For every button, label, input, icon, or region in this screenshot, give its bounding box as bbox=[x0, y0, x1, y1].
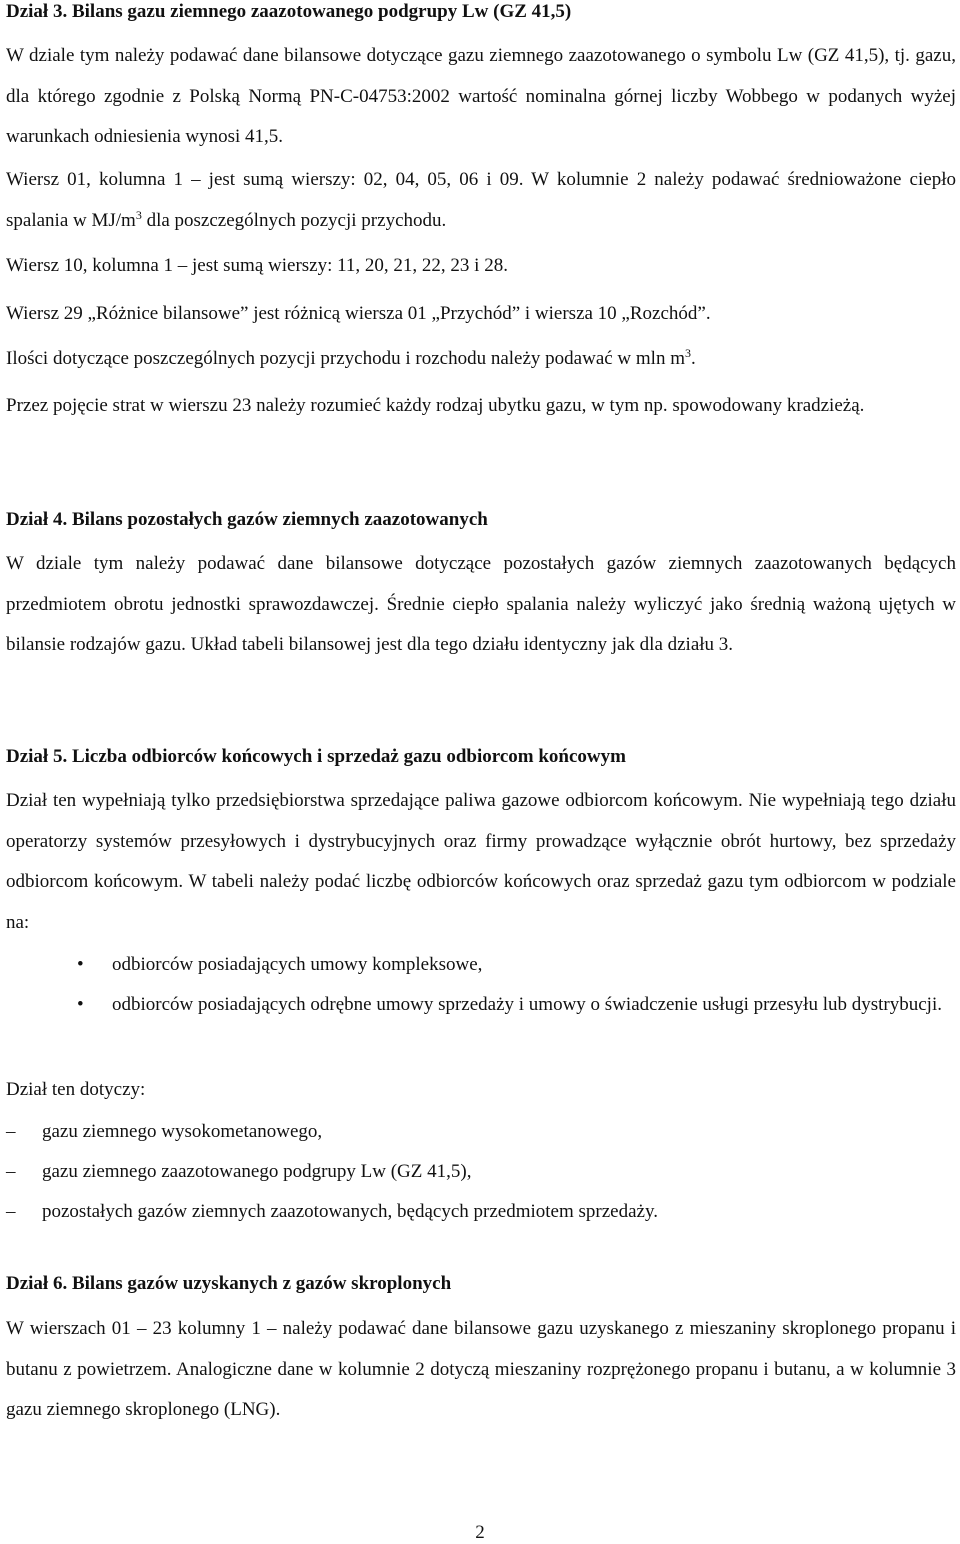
section-5-paragraph-1: Dział ten wypełniają tylko przedsiębiorstwa sprzedające paliwa gazowe odbiorcom końcowym. Nie wypełniają tego działu operatorzy systemów przesyłowych i dystrybucyjnych oraz firmy prowadzące wyłącznie obrót hurtowy, bez sprzedaży odbiorcom końcowym. W tabeli należy podać liczbę odbiorców końcowych oraz sprzedaż gazu tym odbiorcom w podziale na: bbox=[6, 790, 956, 933]
list-item: – gazu ziemnego wysokometanowego, bbox=[6, 1112, 956, 1153]
list-item: • odbiorców posiadających umowy kompleksowe, bbox=[6, 945, 956, 985]
dash-icon: – bbox=[6, 1161, 16, 1182]
section-3-paragraph-4: Wiersz 29 „Różnice bilansowe” jest różnicą wiersza 01 „Przychód” i wiersza 10 „Rozchód”. bbox=[6, 303, 711, 324]
list-item: • odbiorców posiadających odrębne umowy sprzedaży i umowy o świadczenie usługi przesyłu lub dystrybucji. bbox=[6, 985, 956, 1025]
section-6-paragraph-1: W wierszach 01 – 23 kolumny 1 – należy podawać dane bilansowe gazu uzyskanego z mieszaniny skroplonego propanu i butanu z powietrzem. Analogiczne dane w kolumnie 2 dotyczą mieszaniny rozprężonego propanu i butanu, a w kolumnie 3 gazu ziemnego skroplonego (LNG). bbox=[6, 1318, 956, 1420]
section-3-heading: Dział 3. Bilans gazu ziemnego zaazotowanego podgrupy Lw (GZ 41,5) bbox=[6, 1, 572, 22]
bullet-icon: • bbox=[77, 954, 84, 975]
section-3-paragraph-3: Wiersz 10, kolumna 1 – jest sumą wierszy: 11, 20, 21, 22, 23 i 28. bbox=[6, 255, 508, 276]
dash-icon: – bbox=[6, 1121, 16, 1142]
section-4-paragraph-1: W dziale tym należy podawać dane bilansowe dotyczące pozostałych gazów ziemnych zaazotowanych będących przedmiotem obrotu jednostki sprawozdawczej. Średnie ciepło spalania należy wyliczyć jako średnią ważoną ujętych w bilansie rodzajów gazu. Układ tabeli bilansowej jest dla tego działu identyczny jak dla działu 3. bbox=[6, 553, 956, 655]
section-5-heading: Dział 5. Liczba odbiorców końcowych i sprzedaż gazu odbiorcom końcowym bbox=[6, 746, 626, 767]
list-item: – pozostałych gazów ziemnych zaazotowanych, będących przedmiotem sprzedaży. bbox=[6, 1192, 956, 1233]
section-4-heading: Dział 4. Bilans pozostałych gazów ziemnych zaazotowanych bbox=[6, 509, 488, 530]
section-5-paragraph-2: Dział ten dotyczy: bbox=[6, 1079, 146, 1100]
superscript: 3 bbox=[135, 207, 142, 222]
list-item: – gazu ziemnego zaazotowanego podgrupy Lw (GZ 41,5), bbox=[6, 1152, 956, 1193]
section-3-paragraph-6: Przez pojęcie strat w wierszu 23 należy rozumieć każdy rodzaj ubytku gazu, w tym np. spowodowany kradzieżą. bbox=[6, 395, 865, 416]
superscript: 3 bbox=[685, 346, 691, 360]
bullet-icon: • bbox=[77, 994, 84, 1015]
section-3-paragraph-1: W dziale tym należy podawać dane bilansowe dotyczące gazu ziemnego zaazotowanego o symbolu Lw (GZ 41,5), tj. gazu, dla którego zgodnie z Polską Normą PN-C-04753:2002 wartość nominalna górnej liczby Wobbego w podanych wyżej warunkach odniesienia wynosi 41,5. bbox=[6, 45, 956, 147]
section-6-heading: Dział 6. Bilans gazów uzyskanych z gazów skroplonych bbox=[6, 1273, 452, 1294]
page-number: 2 bbox=[475, 1522, 485, 1543]
dash-icon: – bbox=[6, 1201, 16, 1222]
section-3-paragraph-5: Ilości dotyczące poszczególnych pozycji przychodu i rozchodu należy podawać w mln $m^3$. bbox=[6, 346, 696, 369]
section-3-paragraph-2: Wiersz 01, kolumna 1 – jest sumą wierszy: 02, 04, 05, 06 i 09. W kolumnie 2 należy podawać średnioważone ciepło spalania w $MJ/m^3$ dla poszczególnych pozycji przychodu. bbox=[6, 169, 956, 231]
